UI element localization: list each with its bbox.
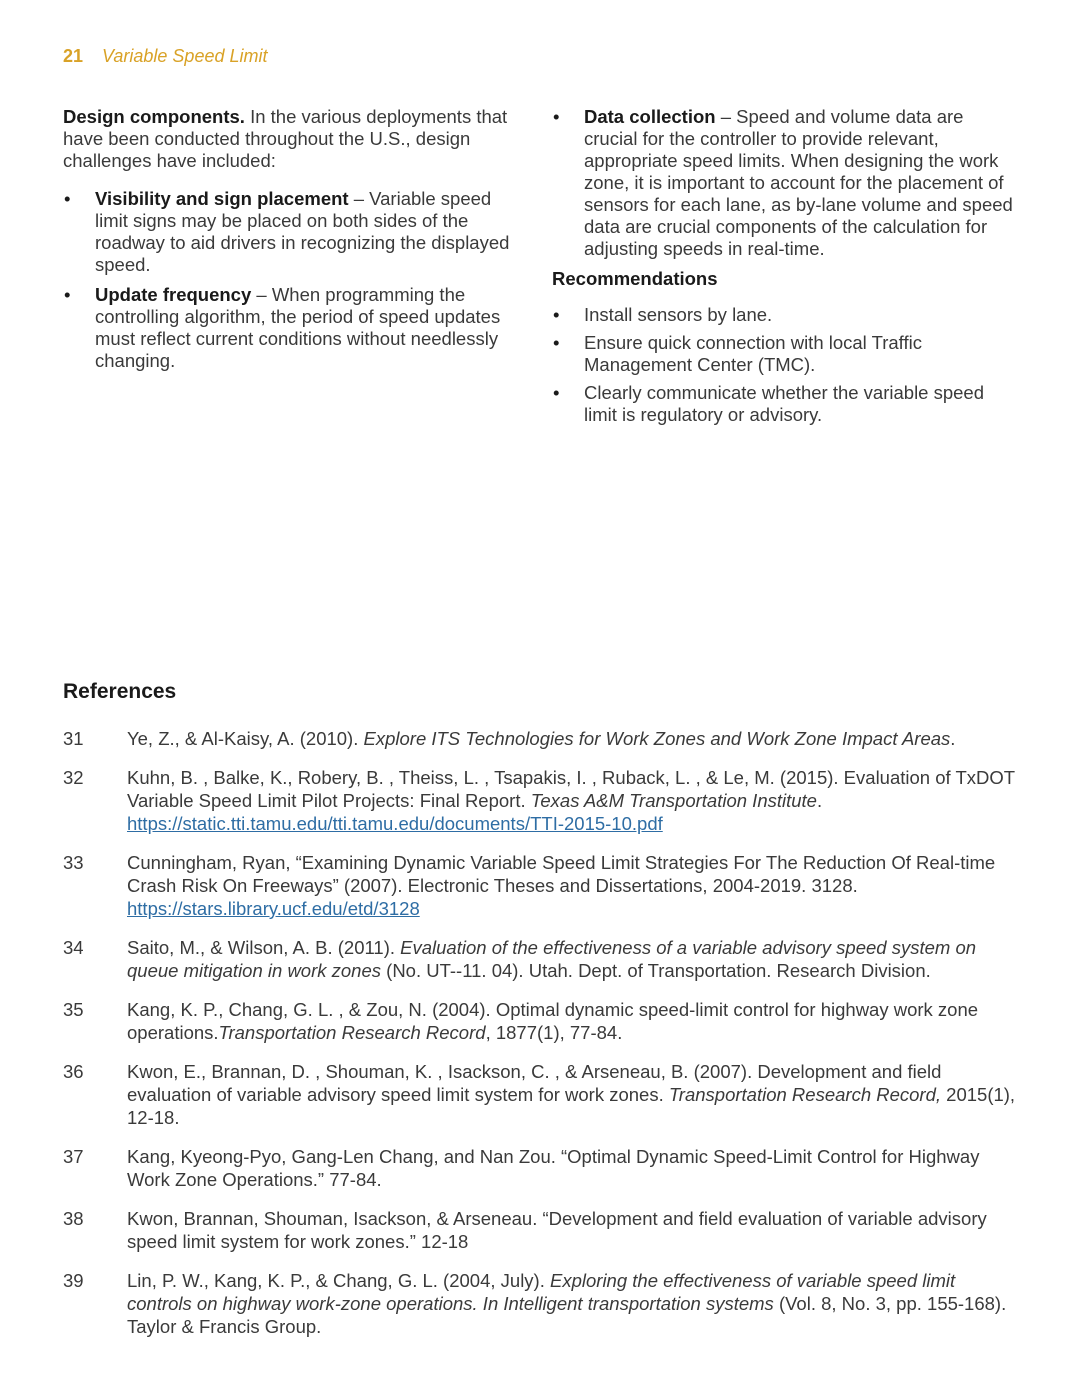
- reference-segment: 2015(1), 12-18.: [127, 1084, 1016, 1128]
- reference-text: [127, 1145, 1023, 1191]
- reference-segment: Kang, Kyeong-Pyo, Gang-Len Chang, and Nan Zou. “Optimal Dynamic Speed-Limit Control for Highway Work Zone Operations.” 77-84.: [127, 1146, 980, 1190]
- reference-text: [127, 851, 1023, 920]
- list-item: • Ensure quick connection with local Traffic Management Center (TMC).: [552, 332, 1014, 376]
- reference-segment: Lin, P. W., Kang, K. P., & Chang, G. L. (2004, July).: [127, 1270, 550, 1291]
- reference-number: 32: [63, 767, 84, 788]
- reference-number: 33: [63, 852, 84, 873]
- bullet-text: – Speed and volume data are crucial for the controller to provide relevant, appropriate speed limits. When designing the work zone, it is important to account for the placement of sensors for each lane, as by-lane volume and speed data are crucial components of the calculation for adjusting speeds in real-time.: [584, 106, 1013, 259]
- reference-link[interactable]: https://static.tti.tamu.edu/tti.tamu.edu/documents/TTI-2015-10.pdf: [127, 813, 663, 834]
- reference-segment: Kuhn, B. , Balke, K., Robery, B. , Theiss, L. , Tsapakis, I. , Ruback, L. , & Le, M. (2015). Evaluation of TxDOT Variable Speed Limit Pilot Projects: Final Report.: [127, 767, 1015, 811]
- bullet-text: – Variable speed limit signs may be placed on both sides of the roadway to aid drivers in recognizing the displayed speed.: [95, 188, 510, 275]
- reference-item: [63, 1269, 1023, 1338]
- reference-title: Evaluation of the effectiveness of a variable advisory speed system on queue mitigation in work zones: [127, 937, 977, 981]
- reference-item: [63, 936, 1023, 982]
- reference-number: 36: [63, 1061, 84, 1082]
- reference-text: [127, 1207, 1023, 1253]
- recommendations-heading: Recommendations: [552, 268, 718, 289]
- design-components-intro: [63, 106, 523, 172]
- reference-segment: Ye, Z., & Al-Kaisy, A. (2010).: [127, 728, 364, 749]
- reference-text: [127, 727, 1023, 750]
- reference-link[interactable]: https://stars.library.ucf.edu/etd/3128: [127, 898, 420, 919]
- reference-text: [127, 1060, 1023, 1129]
- reference-title: Transportation Research Record: [218, 1022, 486, 1043]
- design-challenges-list: [63, 188, 523, 372]
- reference-number: 34: [63, 937, 84, 958]
- reference-segment: .: [816, 790, 823, 811]
- list-item: • Install sensors by lane.: [552, 304, 1014, 326]
- right-column: [552, 106, 1014, 426]
- bullet-title: Data collection: [584, 106, 716, 127]
- reference-number: 39: [63, 1270, 84, 1291]
- bullet-title: Visibility and sign placement: [95, 188, 349, 209]
- reference-item: [63, 766, 1023, 835]
- list-item: [63, 188, 523, 276]
- reference-segment: Kang, K. P., Chang, G. L. , & Zou, N. (2004). Optimal dynamic speed-limit control for highway work zone operations.: [127, 999, 979, 1043]
- references-list: [63, 727, 1023, 1354]
- data-collection-list: [552, 106, 1014, 260]
- reference-number: 35: [63, 999, 84, 1020]
- page-header: [63, 46, 267, 67]
- reference-segment: Kwon, Brannan, Shouman, Isackson, & Arseneau. “Development and field evaluation of variable advisory speed limit system for work zones.” 12-18: [127, 1208, 987, 1252]
- reference-item: [63, 998, 1023, 1044]
- reference-segment: (No. UT--11. 04). Utah. Dept. of Transportation. Research Division.: [381, 960, 931, 981]
- reference-text: [127, 936, 1023, 982]
- reference-title: Exploring the effectiveness of variable speed limit controls on highway work-zone operations. In Intelligent transportation systems: [127, 1270, 956, 1314]
- list-item: [552, 106, 1014, 260]
- reference-text: [127, 1269, 1023, 1338]
- page-number: 21: [63, 46, 84, 66]
- reference-title: Texas A&M Transportation Institute: [530, 790, 817, 811]
- reference-segment: (Vol. 8, No. 3, pp. 155-168). Taylor & Francis Group.: [127, 1293, 1007, 1337]
- reference-text: [127, 998, 1023, 1044]
- references-heading: References: [63, 680, 177, 703]
- intro-text: In the various deployments that have been conducted throughout the U.S., design challenges have included:: [63, 106, 508, 171]
- recommendations-list: [552, 304, 1014, 426]
- intro-lead: Design components.: [63, 106, 245, 127]
- reference-segment: , 1877(1), 77-84.: [485, 1022, 623, 1043]
- reference-item: [63, 1207, 1023, 1253]
- reference-segment: Cunningham, Ryan, “Examining Dynamic Variable Speed Limit Strategies For The Reduction Of Real-time Crash Risk On Freeways” (2007). Electronic Theses and Dissertations, 2004-2019. 3128.: [127, 852, 996, 896]
- reference-item: [63, 851, 1023, 920]
- reference-item: [63, 1060, 1023, 1129]
- reference-segment: .: [950, 728, 956, 749]
- reference-number: 31: [63, 728, 84, 749]
- left-column: [63, 106, 523, 372]
- reference-title: Explore ITS Technologies for Work Zones and Work Zone Impact Areas: [363, 728, 951, 749]
- reference-item: [63, 1145, 1023, 1191]
- reference-item: [63, 727, 1023, 750]
- reference-segment: Kwon, E., Brannan, D. , Shouman, K. , Isackson, C. , & Arseneau, B. (2007). Development and field evaluation of variable advisory speed limit system for work zones.: [127, 1061, 942, 1105]
- reference-number: 37: [63, 1146, 84, 1167]
- reference-title: Transportation Research Record,: [668, 1084, 942, 1105]
- bullet-text: – When programming the controlling algorithm, the period of speed updates must reflect current conditions without needlessly changing.: [95, 284, 501, 371]
- running-title: Variable Speed Limit: [102, 46, 268, 66]
- reference-segment: Saito, M., & Wilson, A. B. (2011).: [127, 937, 401, 958]
- bullet-title: Update frequency: [95, 284, 252, 305]
- reference-number: 38: [63, 1208, 84, 1229]
- reference-text: [127, 766, 1023, 835]
- list-item: [63, 284, 523, 372]
- list-item: • Clearly communicate whether the variable speed limit is regulatory or advisory.: [552, 382, 1014, 426]
